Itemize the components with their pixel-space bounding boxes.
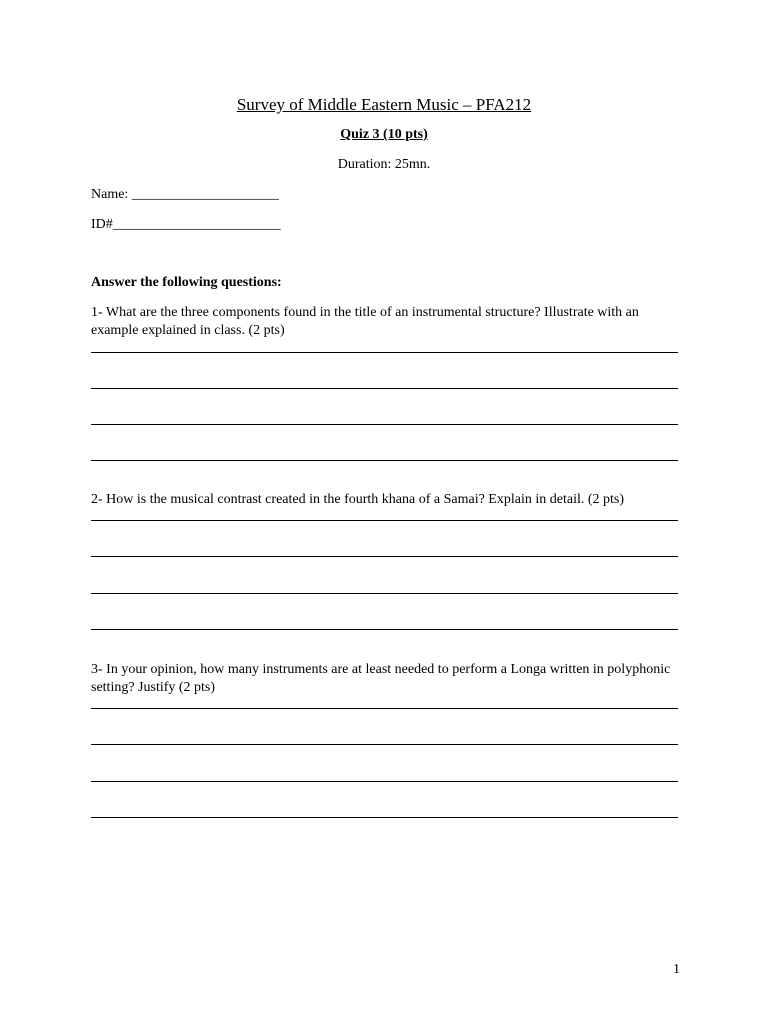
answer-line (91, 520, 678, 521)
duration-text: Duration: 25mn. (337, 157, 431, 172)
question-3: 3- In your opinion, how many instruments are at least needed to perform a Longa written in polyphonic setting? Justify (2 pts) (91, 662, 671, 695)
name-field: Name: _____________________ (91, 187, 279, 202)
answer-line (91, 424, 678, 425)
answer-line (91, 744, 678, 745)
id-field: ID#________________________ (91, 217, 281, 232)
answer-line (91, 629, 678, 630)
answer-line (91, 708, 678, 709)
question-2: 2- How is the musical contrast created in the fourth khana of a Samai? Explain in detail. (2 pts) (91, 492, 625, 507)
question-1: 1- What are the three components found in the title of an instrumental structure? Illustrate with an example explained in class. (2 pts) (91, 305, 639, 338)
page-number: 1 (673, 962, 680, 977)
instructions-heading: Answer the following questions: (91, 275, 282, 290)
answer-line (91, 781, 678, 782)
document-title: Survey of Middle Eastern Music – PFA212 (236, 95, 532, 114)
answer-line (91, 460, 678, 461)
answer-line (91, 593, 678, 594)
answer-line (91, 388, 678, 389)
answer-line (91, 817, 678, 818)
answer-line (91, 556, 678, 557)
quiz-heading: Quiz 3 (10 pts) (340, 127, 428, 142)
answer-line (91, 352, 678, 353)
